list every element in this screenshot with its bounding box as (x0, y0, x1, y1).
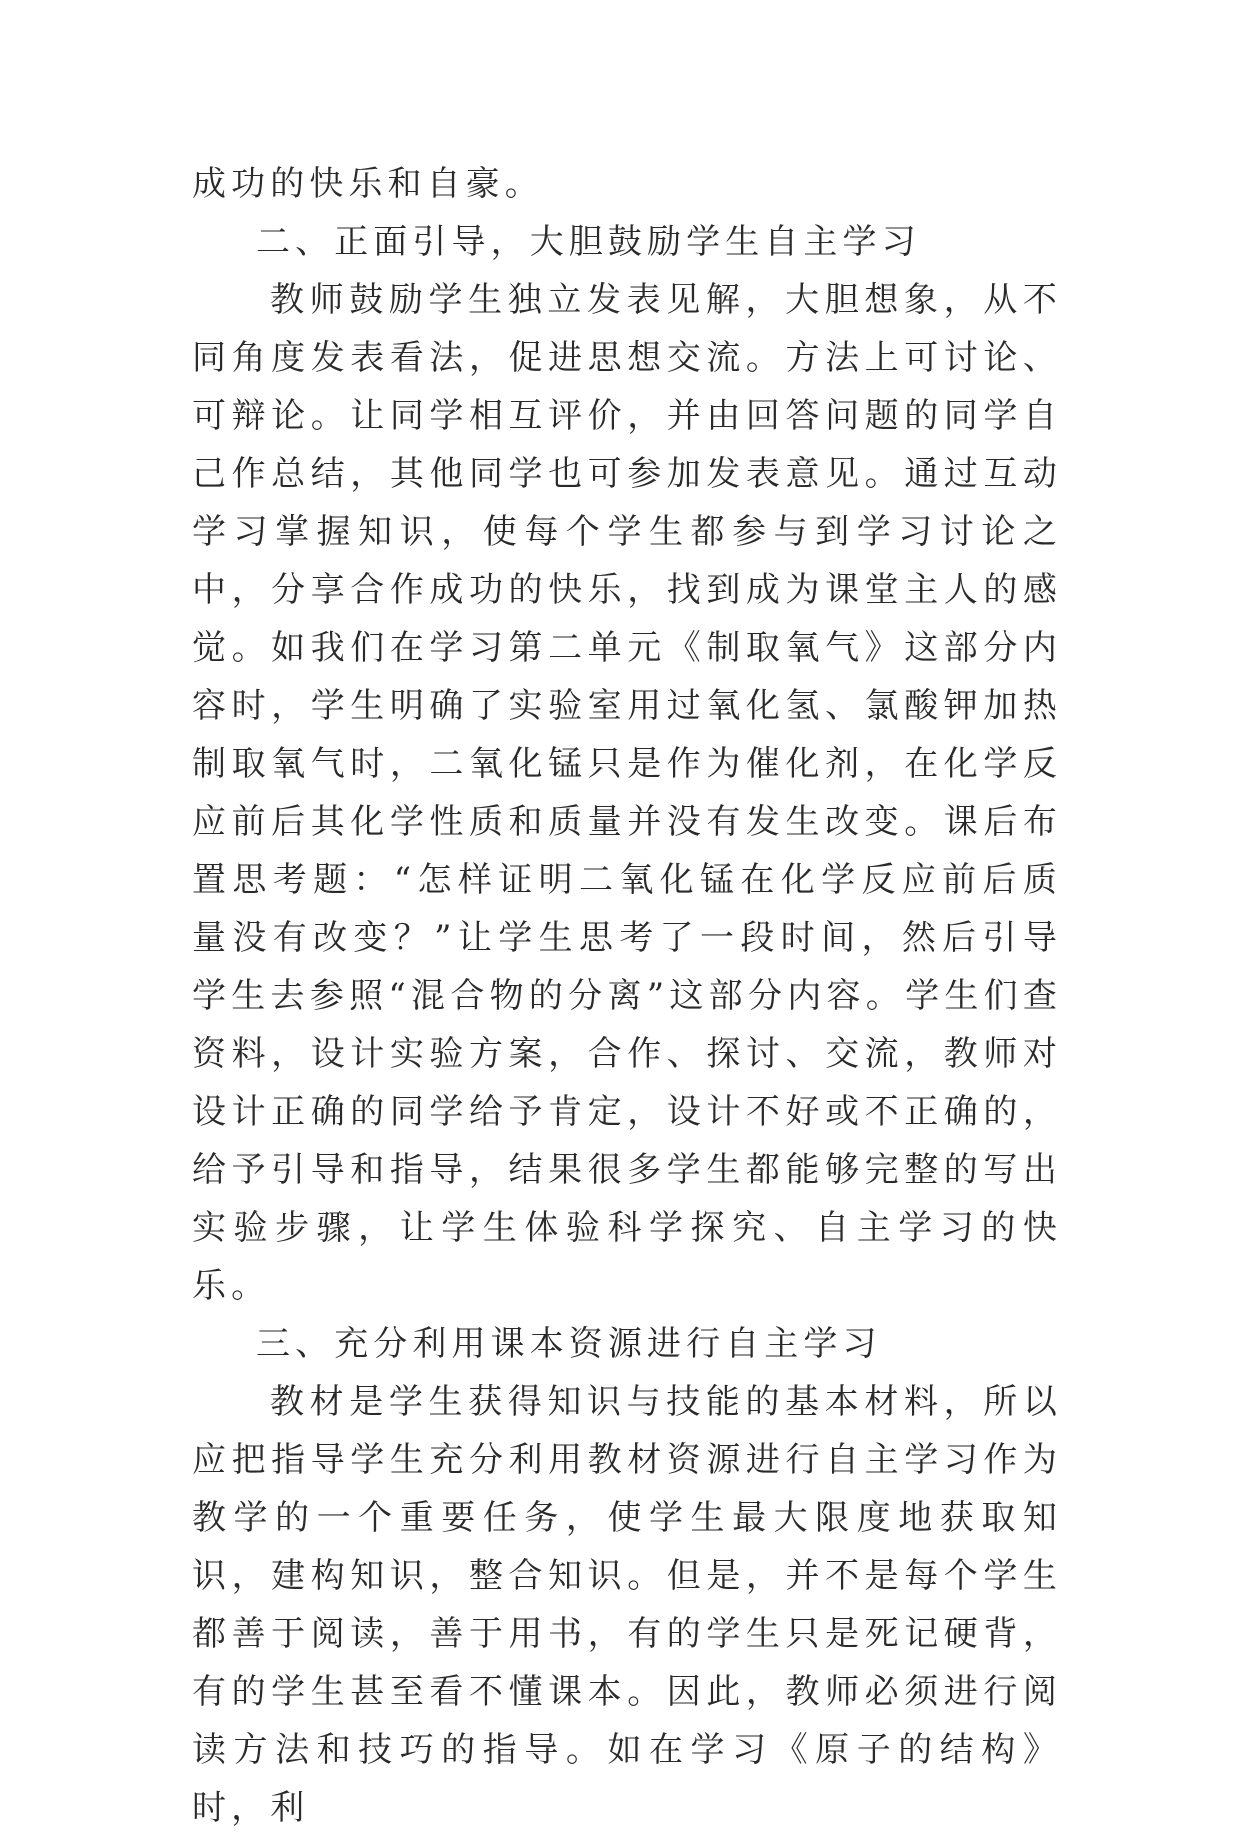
paragraph-body-2: 教材是学生获得知识与技能的基本材料，所以应把指导学生充分利用教材资源进行自主学习作为教学的一个重要任务，使学生最大限度地获取知识，建构知识，整合知识。但是，并不是每个学生都善于阅读，善于用书，有的学生只是死记硬背，有的学生甚至看不懂课本。因此，教师必须进行阅读方法和技巧的指导。如在学习《原子的结构》时，利 (192, 1382, 1062, 1828)
document-body (192, 155, 1062, 1837)
paragraph-continuation: 成功的快乐和自豪。 (192, 164, 544, 204)
section-heading-3: 三、充分利用课本资源进行自主学习 (256, 1324, 882, 1364)
paragraph-body-1: 教师鼓励学生独立发表见解，大胆想象，从不同角度发表看法，促进思想交流。方法上可讨论、可辩论。让同学相互评价，并由回答问题的同学自己作总结，其他同学也可参加发表意见。通过互动学习掌握知识，使每个学生都参与到学习讨论之中，分享合作成功的快乐，找到成为课堂主人的感觉。如我们在学习第二单元《制取氧气》这部分内容时，学生明确了实验室用过氧化氢、氯酸钾加热制取氧气时，二氧化锰只是作为催化剂，在化学反应前后其化学性质和质量并没有发生改变。课后布置思考题：“怎样证明二氧化锰在化学反应前后质量没有改变？”让学生思考了一段时间，然后引导学生去参照“混合物的分离”这部分内容。学生们查资料，设计实验方案，合作、探讨、交流，教师对设计正确的同学给予肯定，设计不好或不正确的，给予引导和指导，结果很多学生都能够完整的写出实验步骤，让学生体验科学探究、自主学习的快乐。 (192, 280, 1062, 1306)
section-heading-2: 二、正面引导，大胆鼓励学生自主学习 (256, 222, 921, 262)
